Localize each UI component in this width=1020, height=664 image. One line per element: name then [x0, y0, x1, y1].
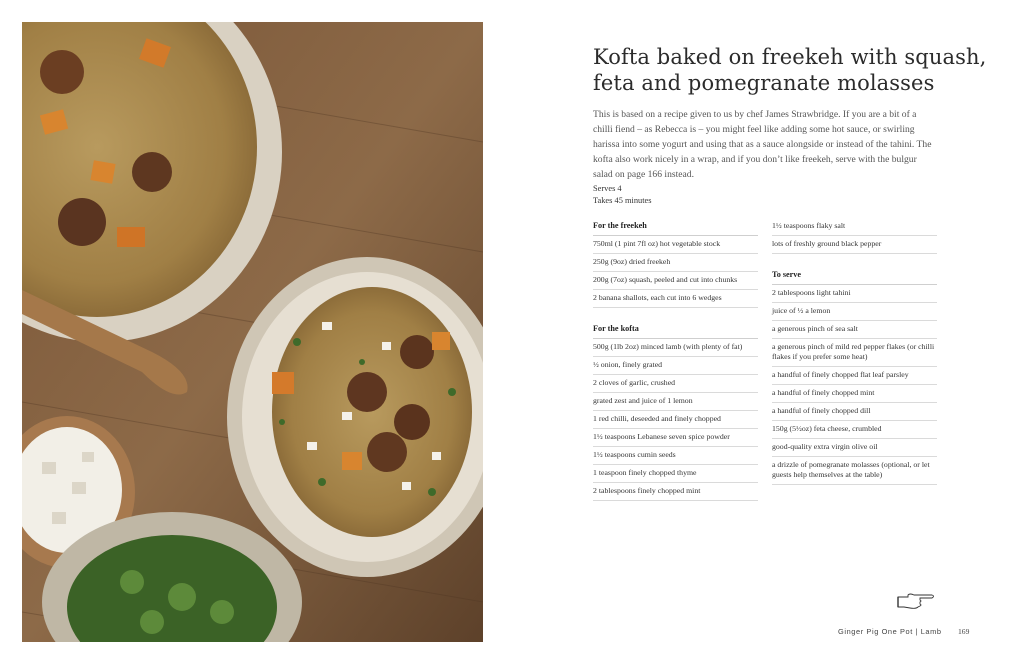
ingredient-item: 250g (9oz) dried freekeh — [593, 254, 758, 272]
page-number: 169 — [958, 627, 970, 636]
ingredient-item: good-quality extra virgin olive oil — [772, 439, 937, 457]
ingredient-item: 2 tablespoons finely chopped mint — [593, 483, 758, 501]
recipe-title-line-2: feta and pomegranate molasses — [593, 71, 935, 95]
recipe-intro: This is based on a recipe given to us by chef James Strawbridge. If you are a bit of a chilli fiend – as Rebecca is – you might feel like adding some hot sauce, or swirling harissa into some yogurt and using that as a sauce alongside or instead of the tahini. The kofta also work nicely in a wrap, and if you don’t like freekeh, serve with the bulgur salad on page 166 instead. — [593, 109, 932, 180]
ingredient-item: 1½ teaspoons cumin seeds — [593, 447, 758, 465]
ingredients-column-left — [593, 218, 758, 501]
takes-text: Takes 45 minutes — [593, 196, 652, 205]
ingredient-item: a generous pinch of sea salt — [772, 321, 937, 339]
recipe-title-line-1: Kofta baked on freekeh with squash, — [593, 45, 987, 69]
ingredient-item: 750ml (1 pint 7fl oz) hot vegetable stock — [593, 236, 758, 254]
kofta-dish-illustration — [22, 22, 483, 642]
ingredient-item: a generous pinch of mild red pepper flakes (or chilli flakes if you prefer some heat) — [772, 339, 937, 367]
serve-heading: To serve — [772, 267, 937, 285]
ingredient-item: 150g (5½oz) feta cheese, crumbled — [772, 421, 937, 439]
ingredient-item: a drizzle of pomegranate molasses (optional, or let guests help themselves at the table) — [772, 457, 937, 485]
ingredient-item: 1½ teaspoons Lebanese seven spice powder — [593, 429, 758, 447]
ingredient-item: 1 red chilli, deseeded and finely chopped — [593, 411, 758, 429]
ingredient-item: 500g (1lb 2oz) minced lamb (with plenty of fat) — [593, 339, 758, 357]
ingredient-item: juice of ½ a lemon — [772, 303, 937, 321]
kofta-heading: For the kofta — [593, 321, 758, 339]
ingredient-item: grated zest and juice of 1 lemon — [593, 393, 758, 411]
running-head: Ginger Pig One Pot | Lamb — [838, 627, 942, 636]
ingredient-item: a handful of finely chopped mint — [772, 385, 937, 403]
ingredient-item: 2 banana shallots, each cut into 6 wedges — [593, 290, 758, 308]
pointing-hand-icon — [896, 591, 936, 611]
ingredient-item: 2 cloves of garlic, crushed — [593, 375, 758, 393]
ingredient-item: 1½ teaspoons flaky salt — [772, 218, 937, 236]
ingredient-item: 200g (7oz) squash, peeled and cut into chunks — [593, 272, 758, 290]
ingredient-item: lots of freshly ground black pepper — [772, 236, 937, 254]
ingredient-item: a handful of finely chopped dill — [772, 403, 937, 421]
recipe-photo — [22, 22, 483, 642]
recipe-title — [593, 44, 993, 96]
ingredient-item: a handful of finely chopped flat leaf parsley — [772, 367, 937, 385]
ingredient-item: ½ onion, finely grated — [593, 357, 758, 375]
serves-text: Serves 4 — [593, 184, 622, 193]
ingredient-item: 1 teaspoon finely chopped thyme — [593, 465, 758, 483]
recipe-meta — [593, 183, 793, 207]
freekeh-heading: For the freekeh — [593, 218, 758, 236]
ingredients-column-right — [772, 218, 937, 485]
ingredient-item: 2 tablespoons light tahini — [772, 285, 937, 303]
